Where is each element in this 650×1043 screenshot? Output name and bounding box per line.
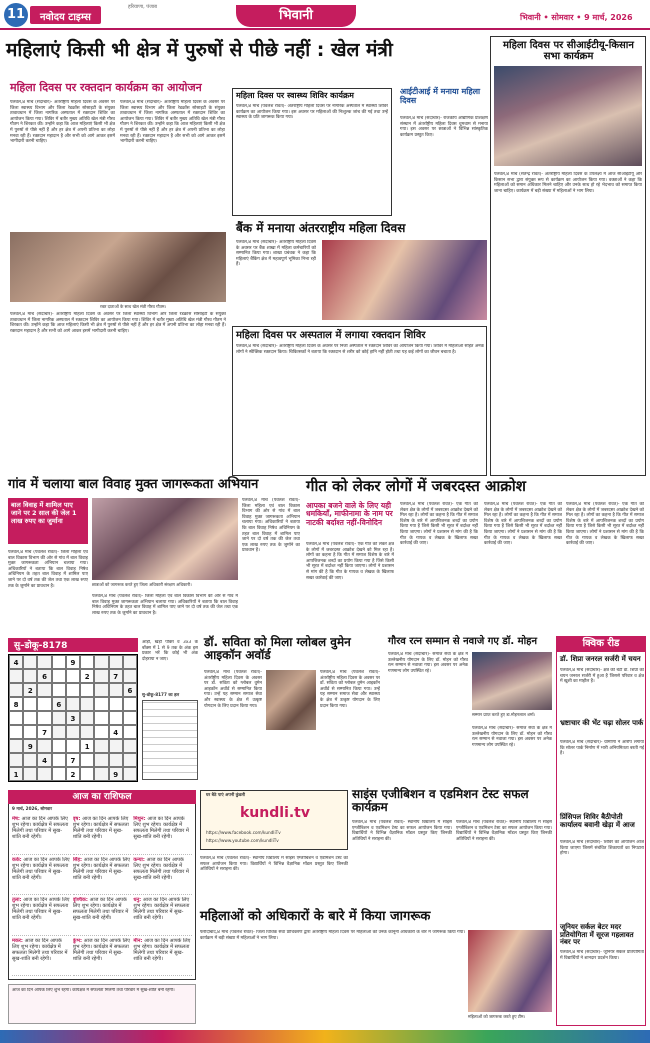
sudoku-cell: 4 (109, 725, 123, 739)
geet-body2: पलवल,8 मार्च (पवलेश रावत)- एक गीत को लेकर क्षेत्र के लोगों में जबरदस्त आक्रोश देखने को मिल रहा है। लोगों का कहना है कि गीत में समाज विशेष के बारे में आपत्तिजनक शब्दों का प्रयोग किया गया है जिसे किसी भी सूरत में बर्दाश्त नहीं किया जाएगा। लोगों ने प्रशासन से मांग की है कि गीत के गायक व लेखक के खिलाफ सख्त कार्रवाई की जाए। (400, 502, 478, 547)
sudoku-cell: 1 (80, 739, 94, 753)
sudoku-cell (94, 739, 108, 753)
sudoku-cell (80, 753, 94, 767)
gaurav-headline: गौरव रत्न सम्मान से नवाजे गए डॉ. मोहन (388, 636, 538, 647)
hospital-body: पलवल,8 मार्च (सदाचार)- अंतर्राष्ट्रीय महिला दिवस के अवसर पर निजी अस्पताल में रक्तदान शिविर का आयोजन किया गया। शिविर में महिलाओं सहित अनेक लोगों ने स्वैच्छिक रक्तदान किया। चिकित्सकों ने बताया कि रक्तदान से शरीर को कोई हानि नहीं होती तथा यह कई लोगों का जीवन बचाता है। (236, 344, 484, 355)
sudoku-cell: 8 (9, 697, 23, 711)
sudoku-cell (94, 697, 108, 711)
geet-body3: पलवल,8 मार्च (पवलेश रावत)- एक गीत को लेकर क्षेत्र के लोगों में जबरदस्त आक्रोश देखने को मिल रहा है। लोगों का कहना है कि गीत में समाज विशेष के बारे में आपत्तिजनक शब्दों का प्रयोग किया गया है जिसे किसी भी सूरत में बर्दाश्त नहीं किया जाएगा। लोगों ने प्रशासन से मांग की है कि गीत के गायक व लेखक के खिलाफ सख्त कार्रवाई की जाए। (484, 502, 562, 547)
sudoku-cell (123, 725, 137, 739)
horoscope-sign: मेष: आज का दिन आपके लिए शुभ रहेगा। कार्यक्षेत्र में सफलता मिलेगी तथा परिवार में सुख-शांति बनी रहेगी। (12, 816, 71, 855)
masthead-sub: हरियाणा, पंजाब (128, 4, 157, 10)
kundli-brand: kundli.tv (240, 805, 310, 821)
sudoku-cell (109, 683, 123, 697)
science-body3: पलवल,8 मार्च (पवलेश रावत)- स्थानीय विद्यालय में साइंस एग्जीबिशन व एडमिशन टेस्ट का सफल आयोजन किया गया। विद्यार्थियों ने विभिन्न वैज्ञानिक मॉडल प्रस्तुत किए जिनकी अतिथियों ने सराहना की। (200, 856, 348, 873)
sudoku-cell (94, 767, 108, 781)
sudoku-cell (37, 655, 51, 669)
kundli-link2[interactable]: https://www.youtube.com/kundliTv (206, 838, 279, 843)
horoscope-signs (12, 816, 192, 976)
sudoku-cell (52, 711, 66, 725)
horoscope-sign: सिंह: आज का दिन आपके लिए शुभ रहेगा। कार्यक्षेत्र में सफलता मिलेगी तथा परिवार में सुख-शांति बनी रहेगी। (73, 857, 132, 896)
sudoku-cell (52, 753, 66, 767)
sudoku-cell: 1 (9, 767, 23, 781)
quick-item2-headline: भ्रष्टाचार की भेंट चढ़ा सोलर पार्क (560, 719, 644, 727)
sudoku-cell (23, 711, 37, 725)
sudoku-cell (80, 655, 94, 669)
horoscope-title: आज का राशिफल (8, 790, 196, 804)
savita-body2: पलवल,8 मार्च (पवलेश रावत)- अंतर्राष्ट्रीय महिला दिवस के अवसर पर डॉ. सविता को ग्लोबल वुमेन आइकॉन अवॉर्ड से सम्मानित किया गया। उन्हें यह सम्मान समाज सेवा और स्वास्थ्य के क्षेत्र में उत्कृष्ट योगदान के लिए प्रदान किया गया। (320, 670, 380, 709)
geet-body4: पलवल,8 मार्च (पवलेश रावत)- एक गीत को लेकर क्षेत्र के लोगों में जबरदस्त आक्रोश देखने को मिल रहा है। लोगों का कहना है कि गीत में समाज विशेष के बारे में आपत्तिजनक शब्दों का प्रयोग किया गया है जिसे किसी भी सूरत में बर्दाश्त नहीं किया जाएगा। लोगों ने प्रशासन से मांग की है कि गीत के गायक व लेखक के खिलाफ सख्त कार्रवाई की जाए। (566, 502, 644, 547)
quick-read-title: क्विक रीड (556, 636, 646, 652)
sudoku-cell: 7 (66, 753, 80, 767)
sudoku-cell (23, 753, 37, 767)
sudoku-cell (9, 725, 23, 739)
horoscope-sign: मिथुन: आज का दिन आपके लिए शुभ रहेगा। कार्यक्षेत्र में सफलता मिलेगी तथा परिवार में सुख-शांति बनी रहेगी। (133, 816, 192, 855)
sudoku-cell (80, 767, 94, 781)
sudoku-cell (80, 697, 94, 711)
sudoku-cell (123, 753, 137, 767)
quick-item1-headline: डॉ. शिप्रा जनरल सर्जरी में चयन (560, 655, 641, 663)
sudoku-cell (80, 725, 94, 739)
sudoku-cell (23, 697, 37, 711)
quick-item1-body: पलवल,8 मार्च (सदाचार)- क्षेत्र की बेटी डॉ. शिप्रा का चयन जनरल सर्जरी में हुआ है जिससे परिवार व क्षेत्र में खुशी का माहौल है। (560, 668, 644, 685)
health-camp-headline: महिला दिवस पर स्वास्थ्य शिविर कार्यक्रम (236, 91, 354, 100)
savita-body1: पलवल,8 मार्च (पवलेश रावत)- अंतर्राष्ट्रीय महिला दिवस के अवसर पर डॉ. सविता को ग्लोबल वुमेन आइकॉन अवॉर्ड से सम्मानित किया गया। उन्हें यह सम्मान समाज सेवा और स्वास्थ्य के क्षेत्र में उत्कृष्ट योगदान के लिए प्रदान किया गया। (204, 670, 262, 709)
child-marriage-body3: पलवल,8 मार्च (पवलेश रावत)- जिला महिला एवं बाल विकास विभाग की ओर से गांव में बाल विवाह मुक्त जागरूकता अभियान चलाया गया। अधिकारियों ने बताया कि बाल विवाह निषेध अधिनियम के तहत बाल विवाह में शामिल पाए जाने पर दो वर्ष तक की जेल तथा एक लाख रुपए तक के जुर्माने का प्रावधान है। (242, 498, 300, 554)
quick-item2-body: पलवल,8 मार्च (सदाचार)- ग्रामीणों ने आरोप लगाया कि सोलर पार्क निर्माण में भारी अनियमितता बरती गई है। (560, 740, 644, 757)
sudoku-cell (94, 725, 108, 739)
horoscope-sign: कर्क: आज का दिन आपके लिए शुभ रहेगा। कार्यक्षेत्र में सफलता मिलेगी तथा परिवार में सुख-शांति बनी रहेगी। (12, 857, 71, 896)
sudoku-cell: 9 (109, 767, 123, 781)
sudoku-cell (52, 669, 66, 683)
sudoku-cell (94, 669, 108, 683)
sudoku-cell (109, 739, 123, 753)
rights-headline: महिलाओं को अधिकारों के बारे में किया जागरूक (200, 909, 431, 924)
rights-photo (468, 930, 552, 1012)
sudoku-cell (123, 697, 137, 711)
iti-headline: आईटीआई में मनाया महिला दिवस (400, 87, 481, 105)
sudoku-cell (94, 655, 108, 669)
science-body2: पलवल,8 मार्च (पवलेश रावत)- स्थानीय विद्यालय में साइंस एग्जीबिशन व एडमिशन टेस्ट का सफल आयोजन किया गया। विद्यार्थियों ने विभिन्न वैज्ञानिक मॉडल प्रस्तुत किए जिनकी अतिथियों ने सराहना की। (456, 820, 552, 842)
sudoku-cell (37, 739, 51, 753)
sudoku-cell (9, 739, 23, 753)
sudoku-cell (37, 683, 51, 697)
horoscope-sign: तुला: आज का दिन आपके लिए शुभ रहेगा। कार्यक्षेत्र में सफलता मिलेगी तथा परिवार में सुख-शांति बनी रहेगी। (12, 897, 71, 936)
sudoku-cell (66, 683, 80, 697)
lead-subheadline: महिला दिवस पर रक्तदान कार्यक्रम का आयोजन (10, 81, 202, 94)
sudoku-cell (109, 655, 123, 669)
lead-body-col3: पलवल,8 मार्च (सदाचार)- अंतर्राष्ट्रीय महिला दिवस के अवसर पर जिला स्वास्थ्य विभाग और जिला रेडक्रॉस सोसाइटी के संयुक्त तत्वावधान में जिला नागरिक अस्पताल में रक्तदान शिविर का आयोजन किया गया। शिविर में बतौर मुख्य अतिथि खेल मंत्री गौरव गौतम ने शिरकत की। उन्होंने कहा कि आज महिलाएं किसी भी क्षेत्र में पुरुषों से पीछे नहीं हैं और हर क्षेत्र में अपनी प्रतिभा का लोहा मनवा रही हैं। रक्तदान महादान है और सभी को आगे आकर इसमें भागीदारी करनी चाहिए। (10, 312, 226, 334)
quick-item3-headline: प्रिंसिपल शिविर बैठीपोती कार्यालय बवानी खेड़ा में आज (560, 813, 635, 829)
sudoku-solution-grid (142, 700, 198, 780)
sudoku-cell: 7 (37, 725, 51, 739)
sudoku-cell (23, 669, 37, 683)
sudoku-cell (52, 655, 66, 669)
gaurav-body1: पलवल,8 मार्च (सदाचार)- समाज सेवा के क्षेत्र में उल्लेखनीय योगदान के लिए डॉ. मोहन को गौरव रत्न सम्मान से नवाजा गया। इस अवसर पर अनेक गणमान्य लोग उपस्थित रहे। (388, 652, 468, 674)
sudoku-cell (109, 753, 123, 767)
citu-headline: महिला दिवस पर सीआईटीयू-किसान सभा कार्यक्रम (503, 40, 634, 62)
sudoku-cell (37, 711, 51, 725)
sudoku-cell (80, 683, 94, 697)
sudoku-cell (9, 669, 23, 683)
sudoku-cell: 3 (66, 711, 80, 725)
rights-caption: महिलाओं को जागरूक करते हुए टीम। (468, 1014, 526, 1019)
sudoku-cell (66, 697, 80, 711)
sudoku-cell (94, 711, 108, 725)
sudoku-cell (66, 725, 80, 739)
bank-headline: बैंक में मनाया अंतरराष्ट्रीय महिला दिवस (236, 221, 406, 235)
lead-headline: महिलाएं किसी भी क्षेत्र में पुरुषों से पीछे नहीं : खेल मंत्री (6, 39, 393, 61)
kundli-tagline: घर बैठे पाएं अपनी कुंडली (206, 792, 245, 797)
health-camp-body: पलवल,8 मार्च (पवलेश रावत)- अंतर्राष्ट्रीय महिला दिवस पर नागरिक अस्पताल में स्वास्थ्य शिविर कार्यक्रम का आयोजन किया गया। इस अवसर पर महिलाओं की निःशुल्क जांच की गई तथा उन्हें स्वास्थ्य के प्रति जागरूक किया गया। (236, 104, 388, 121)
quick-item4-body: पलवल,8 मार्च (सदाचार)- जूनियर सर्कल प्रतियोगिता में विद्यार्थियों ने शानदार प्रदर्शन किया। (560, 950, 644, 961)
child-marriage-body2: पलवल,8 मार्च (पवलेश रावत)- जिला महिला एवं बाल विकास विभाग की ओर से गांव में बाल विवाह मुक्त जागरूकता अभियान चलाया गया। अधिकारियों ने बताया कि बाल विवाह निषेध अधिनियम के तहत बाल विवाह में शामिल पाए जाने पर दो वर्ष तक की जेल तथा एक लाख रुपए तक के जुर्माने का प्रावधान है। (92, 594, 238, 616)
sudoku-cell (9, 683, 23, 697)
sudoku-rules: आड़ी, खड़ी पंक्ति व 3x3 के बॉक्स में 1 से 9 तक के अंक इस प्रकार भरें कि कोई भी अंक दोहराया न जाए। (142, 640, 198, 662)
sudoku-cell (52, 725, 66, 739)
child-marriage-kicker: बाल विवाह में शामिल पाए जाने पर 2 साल की जेल 1 लाख रुपए का जुर्माना (8, 498, 88, 544)
sudoku-cell (23, 725, 37, 739)
sudoku-cell (123, 655, 137, 669)
lead-photo-caption: रक्त दाताओं के साथ खेल मंत्री गौरव गौतम। (100, 304, 167, 309)
quick-item4-headline: जूनियर सर्कल बेटर मदर प्रतियोगिता में सूरज गहलावत नंबर पर (560, 923, 634, 947)
sudoku-cell (66, 669, 80, 683)
sudoku-cell (9, 753, 23, 767)
sudoku-cell: 7 (109, 669, 123, 683)
savita-headline: डॉ. सविता को मिला ग्लोबल वुमेन आइकॉन अवॉर्ड (204, 635, 351, 663)
child-marriage-photo (92, 498, 238, 580)
sudoku-cell: 2 (66, 767, 80, 781)
sudoku-solution-title: सु–डोकू-8177 का हल (142, 692, 180, 697)
sudoku-cell (123, 711, 137, 725)
sudoku-grid (8, 654, 138, 782)
child-marriage-body1: पलवल,8 मार्च (पवलेश रावत)- जिला महिला एवं बाल विकास विभाग की ओर से गांव में बाल विवाह मुक्त जागरूकता अभियान चलाया गया। अधिकारियों ने बताया कि बाल विवाह निषेध अधिनियम के तहत बाल विवाह में शामिल पाए जाने पर दो वर्ष तक की जेल तथा एक लाख रुपए तक के जुर्माने का प्रावधान है। (8, 550, 88, 589)
horoscope-footer-text: आज का दिन आपके लिए शुभ रहेगा। कार्यक्षेत्र में सफलता मिलेगी तथा परिवार में सुख-शांति बनी रहेगी। (12, 988, 175, 993)
child-marriage-caption: छात्राओं को जागरूक करते हुए जिला अधिकारी संरक्षण अधिकारी। (92, 582, 192, 587)
citu-body: पलवल,8 मार्च (सतेन्द्र रावत)- अंतर्राष्ट्रीय महिला दिवस के उपलक्ष्य में आज सीआईटीयू और किसान सभा द्वारा संयुक्त रूप से कार्यक्रम का आयोजन किया गया। वक्ताओं ने कहा कि महिलाओं को समान अधिकार मिलने चाहिए और उनके साथ हो रहे भेदभाव को समाप्त किया जाना चाहिए। कार्यक्रम में बड़ी संख्या में महिलाओं ने भाग लिया। (494, 172, 642, 194)
gaurav-caption: सम्मान प्राप्त करते हुए डा.मोहनलाल शर्मा। (472, 712, 536, 717)
sudoku-cell: 2 (23, 683, 37, 697)
horoscope-sign: वृश्चिक: आज का दिन आपके लिए शुभ रहेगा। कार्यक्षेत्र में सफलता मिलेगी तथा परिवार में सुख-शांति बनी रहेगी। (73, 897, 132, 936)
lead-body-col2: पलवल,8 मार्च (सदाचार)- अंतर्राष्ट्रीय महिला दिवस के अवसर पर जिला स्वास्थ्य विभाग और जिला रेडक्रॉस सोसाइटी के संयुक्त तत्वावधान में जिला नागरिक अस्पताल में रक्तदान शिविर का आयोजन किया गया। शिविर में बतौर मुख्य अतिथि खेल मंत्री गौरव गौतम ने शिरकत की। उन्होंने कहा कि आज महिलाएं किसी भी क्षेत्र में पुरुषों से पीछे नहीं हैं और हर क्षेत्र में अपनी प्रतिभा का लोहा मनवा रही हैं। रक्तदान महादान है और सभी को आगे आकर इसमें भागीदारी करनी चाहिए। (120, 100, 225, 145)
footer-bar (0, 1030, 650, 1043)
iti-body: पलवल,8 मार्च (सदाचार)- राजकीय औद्योगिक प्रशिक्षण संस्थान में अंतर्राष्ट्रीय महिला दिवस धूमधाम से मनाया गया। इस अवसर पर छात्राओं ने विभिन्न सांस्कृतिक कार्यक्रम प्रस्तुत किए। (400, 116, 488, 138)
sudoku-cell: 2 (80, 669, 94, 683)
bank-body: पलवल,8 मार्च (सदाचार)- अंतर्राष्ट्रीय महिला दिवस के अवसर पर बैंक शाखा में महिला कर्मचारियों को सम्मानित किया गया। शाखा प्रबंधक ने कहा कि महिलाएं बैंकिंग क्षेत्र में महत्वपूर्ण भूमिका निभा रही हैं। (236, 240, 316, 268)
rights-body: फरीदाबाद,8 मार्च (पवलेश रावत)- जिला विधिक सेवा प्राधिकरण द्वारा अंतर्राष्ट्रीय महिला दिवस पर महिलाओं को उनके कानूनी अधिकारों के बारे में जागरूक किया गया। कार्यक्रम में बड़ी संख्या में महिलाओं ने भाग लिया। (200, 930, 465, 941)
geet-body1: पलवल,8 मार्च (पवलेश रावत)- एक गीत को लेकर क्षेत्र के लोगों में जबरदस्त आक्रोश देखने को मिल रहा है। लोगों का कहना है कि गीत में समाज विशेष के बारे में आपत्तिजनक शब्दों का प्रयोग किया गया है जिसे किसी भी सूरत में बर्दाश्त नहीं किया जाएगा। लोगों ने प्रशासन से मांग की है कि गीत के गायक व लेखक के खिलाफ सख्त कार्रवाई की जाए। (306, 542, 394, 581)
sudoku-cell (123, 767, 137, 781)
gaurav-body2: पलवल,8 मार्च (सदाचार)- समाज सेवा के क्षेत्र में उल्लेखनीय योगदान के लिए डॉ. मोहन को गौरव रत्न सम्मान से नवाजा गया। इस अवसर पर अनेक गणमान्य लोग उपस्थित रहे। (472, 726, 552, 748)
horoscope-sign: मीन: आज का दिन आपके लिए शुभ रहेगा। कार्यक्षेत्र में सफलता मिलेगी तथा परिवार में सुख-शांति बनी रहेगी। (133, 938, 192, 977)
sudoku-cell: 9 (23, 739, 37, 753)
sudoku-cell (52, 767, 66, 781)
geet-headline: गीत को लेकर लोगों में जबरदस्त आक्रोश (306, 477, 526, 495)
horoscope-sign: धनु: आज का दिन आपके लिए शुभ रहेगा। कार्यक्षेत्र में सफलता मिलेगी तथा परिवार में सुख-शांति बनी रहेगी। (133, 897, 192, 936)
sudoku-cell (123, 669, 137, 683)
sudoku-cell (123, 739, 137, 753)
horoscope-sign: मकर: आज का दिन आपके लिए शुभ रहेगा। कार्यक्षेत्र में सफलता मिलेगी तथा परिवार में सुख-शांति बनी रहेगी। (12, 938, 71, 977)
sudoku-cell (52, 739, 66, 753)
child-marriage-headline: गांव में चलाया बाल विवाह मुक्त जागरूकता अभियान (8, 477, 259, 492)
section-tab: भिवानी (236, 5, 356, 27)
quick-item3-body: पलवल,8 मार्च (सदाचार)- शिविर का आयोजन आज किया जाएगा जिसमें संबंधित शिकायतों का निपटारा होगा। (560, 840, 644, 857)
sudoku-cell: 6 (37, 669, 51, 683)
dateline: भिवानी • सोमवार • 9 मार्च, 2026 (520, 13, 633, 22)
sudoku-cell (94, 683, 108, 697)
sudoku-cell: 4 (37, 753, 51, 767)
sudoku-cell (37, 767, 51, 781)
sudoku-cell (94, 753, 108, 767)
science-headline: साइंस एजीबिशन व एडमिशन टेस्ट सफल कार्यक्रम (352, 787, 529, 815)
sudoku-cell (37, 697, 51, 711)
sudoku-cell (9, 711, 23, 725)
horoscope-sign: वृष: आज का दिन आपके लिए शुभ रहेगा। कार्यक्षेत्र में सफलता मिलेगी तथा परिवार में सुख-शांति बनी रहेगी। (73, 816, 132, 855)
lead-photo (10, 232, 226, 302)
sudoku-cell: 6 (123, 683, 137, 697)
sudoku-cell: 6 (52, 697, 66, 711)
sudoku-cell: 9 (66, 655, 80, 669)
science-body1: पलवल,8 मार्च (पवलेश रावत)- स्थानीय विद्यालय में साइंस एग्जीबिशन व एडमिशन टेस्ट का सफल आयोजन किया गया। विद्यार्थियों ने विभिन्न वैज्ञानिक मॉडल प्रस्तुत किए जिनकी अतिथियों ने सराहना की। (352, 820, 452, 842)
sudoku-cell (23, 655, 37, 669)
horoscope-sign: कन्या: आज का दिन आपके लिए शुभ रहेगा। कार्यक्षेत्र में सफलता मिलेगी तथा परिवार में सुख-शांति बनी रहेगी। (133, 857, 192, 896)
sudoku-cell (23, 767, 37, 781)
sudoku-cell (66, 739, 80, 753)
sudoku-cell (109, 711, 123, 725)
masthead: नवोदय टाइम्स (30, 6, 101, 24)
citu-photo (494, 66, 642, 166)
horoscope-sign: कुंभ: आज का दिन आपके लिए शुभ रहेगा। कार्यक्षेत्र में सफलता मिलेगी तथा परिवार में सुख-शांति बनी रहेगी। (73, 938, 132, 977)
savita-photo (266, 670, 316, 730)
gaurav-photo (472, 652, 552, 710)
sudoku-cell (52, 683, 66, 697)
sudoku-cell (109, 697, 123, 711)
page-number: 11 (4, 3, 28, 27)
lead-body-col1: पलवल,8 मार्च (सदाचार)- अंतर्राष्ट्रीय महिला दिवस के अवसर पर जिला स्वास्थ्य विभाग और जिला रेडक्रॉस सोसाइटी के संयुक्त तत्वावधान में जिला नागरिक अस्पताल में रक्तदान शिविर का आयोजन किया गया। शिविर में बतौर मुख्य अतिथि खेल मंत्री गौरव गौतम ने शिरकत की। उन्होंने कहा कि आज महिलाएं किसी भी क्षेत्र में पुरुषों से पीछे नहीं हैं और हर क्षेत्र में अपनी प्रतिभा का लोहा मनवा रही हैं। रक्तदान महादान है और सभी को आगे आकर इसमें भागीदारी करनी चाहिए। (10, 100, 115, 145)
kundli-link1[interactable]: https://www.facebook.com/kundliTv (206, 830, 281, 835)
sudoku-cell: 4 (9, 655, 23, 669)
geet-kicker: आपका बजने वाले के लिए यही धमकियाँ, माफीनामा के नाम पर नाटकी बर्दाश्त नहीं-विनोदिन (306, 501, 393, 527)
bank-photo (322, 240, 487, 320)
sudoku-title: सु–डोकू-8178 (8, 638, 138, 652)
hospital-headline: महिला दिवस पर अस्पताल में लगाया रक्तदान शिविर (236, 330, 426, 341)
sudoku-cell (80, 711, 94, 725)
horoscope-date: 9 मार्च, 2026, सोमवार (12, 806, 52, 811)
